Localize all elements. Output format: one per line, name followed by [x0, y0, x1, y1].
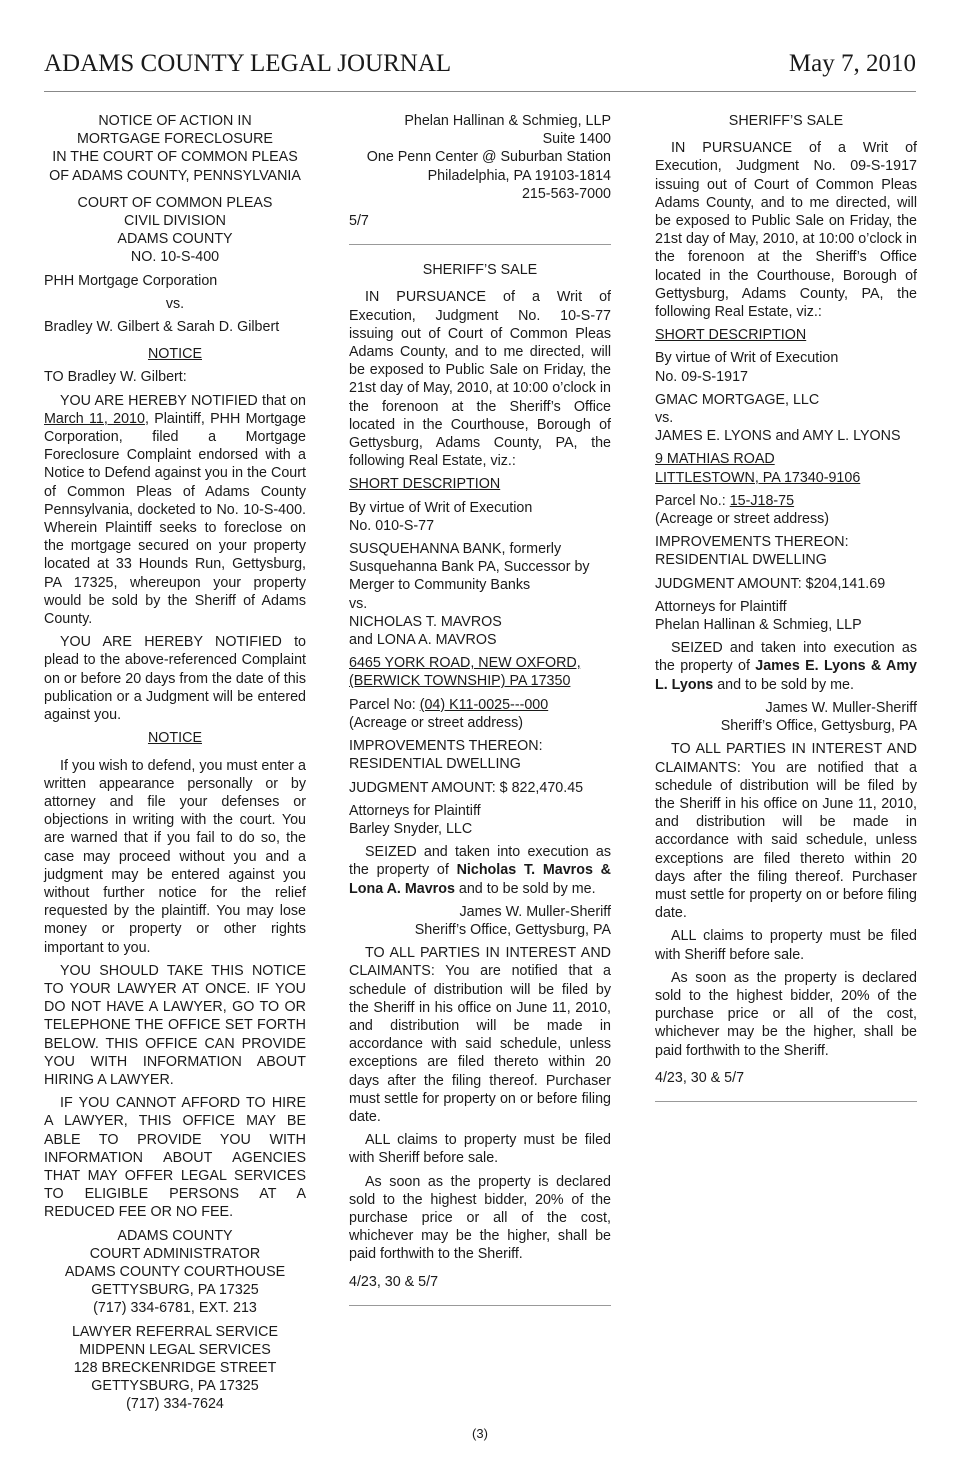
column-sheriff-sale-1: [349, 112, 611, 1322]
property-address: 9 MATHIAS ROAD LITTLESTOWN, PA 17340-9106: [655, 451, 861, 486]
parties-in-interest-paragraph: TO ALL PARTIES IN INTEREST AND CLAIMANTS: You are notified that a schedule of distribution will be filed by the Sheriff in his office on June 11, 2010, and distribution will be made in accordance with said schedule, unless exceptions are filed thereto within 20 days after the filing thereof. Purchaser must settle for property on or before filing date.: [349, 945, 611, 1125]
versus: vs.: [165, 295, 185, 312]
lawyer-paragraph: YOU SHOULD TAKE THIS NOTICE TO YOUR LAWYER AT ONCE. IF YOU DO NOT HAVE A LAWYER, GO TO OR TELEPHONE THE OFFICE SET FORTH BELOW. THIS OFFICE CAN PROVIDE YOU WITH INFORMATION ABOUT HIRING A LAWYER.: [44, 962, 306, 1088]
defendant-names: Bradley W. Gilbert & Sarah D. Gilbert: [44, 319, 280, 336]
column-foreclosure-notice: [44, 112, 306, 1419]
short-description-heading: SHORT DESCRIPTION: [655, 327, 807, 344]
column-sheriff-sale-2: [655, 112, 917, 1118]
section-end-divider: [349, 1305, 611, 1306]
improvements: IMPROVEMENTS THEREON: RESIDENTIAL DWELLING: [655, 534, 849, 569]
plaintiff-name: PHH Mortgage Corporation: [44, 272, 218, 289]
sheriff-signature: James W. Muller-Sheriff Sheriff’s Office, Gettysburg, PA: [414, 903, 611, 938]
addressee-line: TO Bradley W. Gilbert:: [44, 369, 187, 386]
plaintiff-bank: SUSQUEHANNA BANK, formerly Susquehanna Bank PA, Successor by Merger to Community Banks vs. NICHOLAS T. MAVROS and LONA A. MAVROS: [349, 541, 590, 649]
sheriff-signature: James W. Muller-Sheriff Sheriff’s Office, Gettysburg, PA: [720, 699, 917, 735]
sheriff-sale-heading: SHERIFF’S SALE: [728, 113, 844, 129]
firm-address: Phelan Hallinan & Schmieg, LLP Suite 1400 One Penn Center @ Suburban Station Philadelphia, PA 19103-1814 215-563-7000: [366, 113, 611, 202]
journal-title: ADAMS COUNTY LEGAL JOURNAL: [44, 50, 452, 77]
section-divider: [349, 244, 611, 245]
attorneys-for-plaintiff: Attorneys for Plaintiff Phelan Hallinan & Schmieg, LLP: [655, 598, 862, 634]
court-administrator-address: ADAMS COUNTY COURT ADMINISTRATOR ADAMS COUNTY COURTHOUSE GETTYSBURG, PA 17325 (717) 334-6781, EXT. 213: [64, 1227, 286, 1317]
improvements: IMPROVEMENTS THEREON: RESIDENTIAL DWELLING: [349, 738, 543, 773]
lawyer-referral-address: LAWYER REFERRAL SERVICE MIDPENN LEGAL SERVICES 128 BRECKENRIDGE STREET GETTYSBURG, PA 17325 (717) 334-7624: [71, 1323, 279, 1413]
seized-paragraph: SEIZED and taken into execution as the property of Nicholas T. Mavros & Lona A. Mavros and to be sold by me.: [349, 844, 611, 897]
complaint-date: March 11, 2010: [44, 410, 145, 427]
parties: GMAC MORTGAGE, LLC vs. JAMES E. LYONS and AMY L. LYONS: [655, 391, 901, 445]
afford-paragraph: IF YOU CANNOT AFFORD TO HIRE A LAWYER, THIS OFFICE MAY BE ABLE TO PROVIDE YOU WITH INFORMATION ABOUT AGENCIES THAT MAY OFFER LEGAL SERVICES TO ELIGIBLE PERSONS AT A REDUCED FEE OR NO FEE.: [44, 1095, 306, 1221]
judgment-amount: JUDGMENT AMOUNT: $204,141.69: [655, 575, 886, 592]
parcel-number: 15-J18-75: [729, 492, 795, 509]
plead-paragraph: YOU ARE HEREBY NOTIFIED to plead to the above-referenced Complaint on or before 20 days from the date of this publication or a Judgment will be entered against you.: [44, 634, 306, 724]
parties-in-interest-paragraph: TO ALL PARTIES IN INTEREST AND CLAIMANTS: You are notified that a schedule of distribution will be filed by the Sheriff in his office on June 11, 2010, and distribution will be made in accordance with said schedule, unless exceptions are filed thereto within 20 days after the filing thereof. Purchaser must settle for property on or before filing date.: [655, 741, 917, 922]
court-caption: COURT OF COMMON PLEAS CIVIL DIVISION ADAMS COUNTY NO. 10-S-400: [77, 194, 273, 266]
seized-paragraph: SEIZED and taken into execution as the property of James E. Lyons & Amy L. Lyons and to be sold by me.: [655, 640, 917, 693]
declared-sold-paragraph: As soon as the property is declared sold to the highest bidder, 20% of the purchase price or all of the cost, whichever may be the higher, shall be paid forthwith to the Sheriff.: [349, 1173, 611, 1263]
issue-date: May 7, 2010: [788, 50, 916, 77]
attorneys-for-plaintiff: Attorneys for Plaintiff Barley Snyder, LLC: [349, 802, 481, 837]
notified-paragraph: YOU ARE HEREBY NOTIFIED that on March 11, 2010, Plaintiff, PHH Mortgage Corporation, filed a Mortgage Foreclosure Complaint endorsed with a Notice to Defend against you in the Court of Common Pleas of Adams County Pennsylvania, docketed to No. 10-S-400. Wherein Plaintiff seeks to foreclose on the mortgage secured on your property located at 33 Hounds Run, Gettysburg, PA 17325, whereupon your property would be sold by the Sheriff of Adams County.: [44, 392, 306, 628]
parcel-info: Parcel No.: 15-J18-75 (Acreage or street address): [655, 492, 830, 528]
short-description-heading: SHORT DESCRIPTION: [349, 476, 501, 493]
pursuance-paragraph: IN PURSUANCE of a Writ of Execution, Judgment No. 09-S-1917 issuing out of Court of Common Pleas Adams County, and to me directed, will be exposed to Public Sale on Friday, the 21st day of May, 2010, at 10:00 o’clock in the forenoon at the Sheriff’s Office located in the Courthouse, Borough of Gettysburg, Adams County, PA, the following Real Estate, viz.:: [655, 140, 918, 321]
declared-sold-paragraph: As soon as the property is declared sold to the highest bidder, 20% of the purchase price or all of the cost, whichever may be the higher, shall be paid forthwith to the Sheriff.: [655, 969, 917, 1059]
parcel-number: (04) K11-0025---000: [419, 696, 549, 713]
writ-of-execution: By virtue of Writ of Execution No. 010-S-77: [349, 499, 533, 534]
section-end-divider: [655, 1101, 917, 1102]
claims-paragraph: ALL claims to property must be filed with Sheriff before sale.: [655, 928, 917, 963]
pursuance-paragraph: IN PURSUANCE of a Writ of Execution, Judgment No. 10-S-77 issuing out of Court of Common Pleas Adams County, and to me directed, will be exposed to Public Sale on Friday, the 21st day of May, 2010, at 10:00 o’clock in the forenoon at the Sheriff’s Office located in the Courthouse, Borough of Gettysburg, Adams County, PA, the following Real Estate, viz.:: [349, 289, 612, 470]
publication-dates: 4/23, 30 & 5/7: [655, 1069, 745, 1086]
property-address: 6465 YORK ROAD, NEW OXFORD, (BERWICK TOWNSHIP) PA 17350: [349, 655, 581, 690]
publication-dates: 4/23, 30 & 5/7: [349, 1273, 439, 1290]
sheriff-sale-heading: SHERIFF’S SALE: [422, 262, 538, 279]
publication-date-code: 5/7: [349, 213, 369, 230]
writ-of-execution: By virtue of Writ of Execution No. 09-S-1917: [655, 350, 839, 385]
parcel-info: Parcel No: (04) K11-0025---000 (Acreage or street address): [349, 696, 549, 731]
notice-title: NOTICE OF ACTION IN MORTGAGE FORECLOSURE IN THE COURT OF COMMON PLEAS OF ADAMS COUNTY, PENNSYLVANIA: [49, 113, 301, 184]
notice-heading-2: NOTICE: [147, 730, 202, 747]
claims-paragraph: ALL claims to property must be filed with Sheriff before sale.: [349, 1132, 611, 1167]
page-header: [44, 50, 916, 86]
header-rule: [44, 91, 916, 92]
notice-heading: NOTICE: [147, 346, 202, 363]
defend-paragraph: If you wish to defend, you must enter a written appearance personally or by attorney and file your defenses or objections in writing with the court. You are warned that if you fail to do so, the case may proceed without you and a judgment may be entered against you without further notice for the relief requested by the plaintiff. You may lose money or property or other rights important to you.: [44, 757, 306, 956]
judgment-amount: JUDGMENT AMOUNT: $ 822,470.45: [349, 779, 584, 796]
page-number: (3): [472, 1426, 488, 1441]
